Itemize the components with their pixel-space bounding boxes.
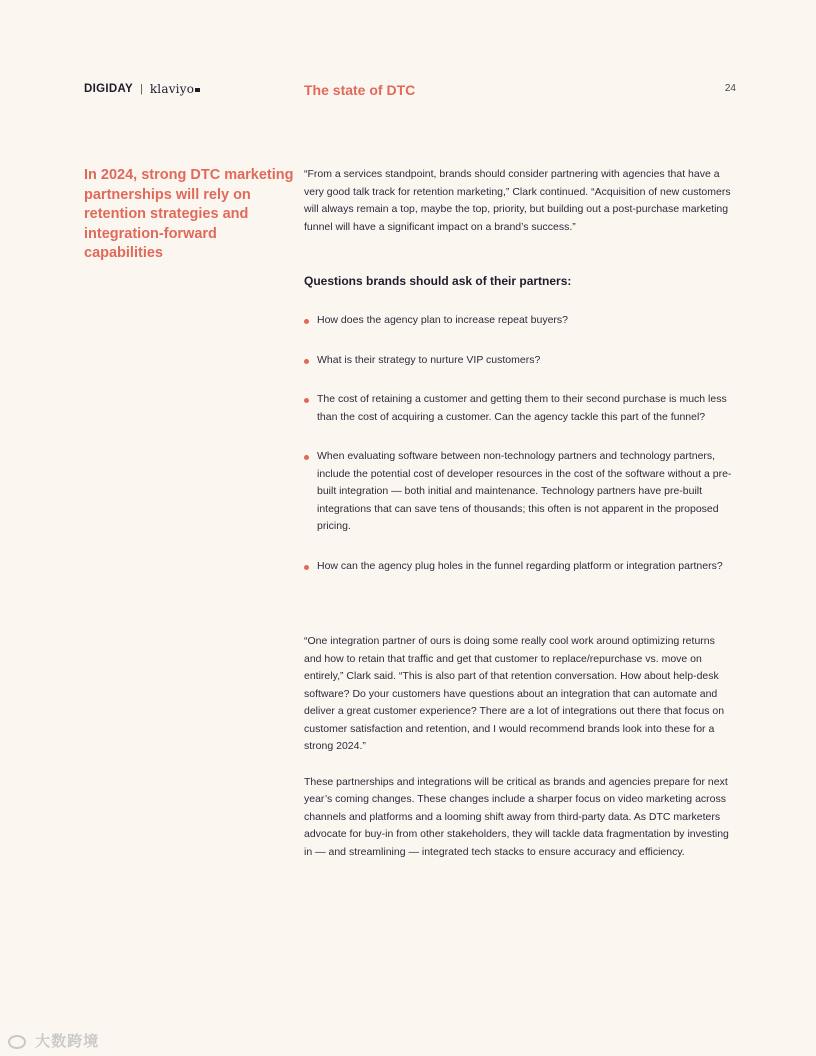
- watermark-text: 大数跨境: [35, 1033, 100, 1050]
- second-quote: “One integration partner of ours is doing some really cool work around optimizing returns and how to retain that traffic and get that customer to replace/repurchase vs. move on entirely,” Clark said. “This is also part of that retention conversation. How about help-desk software? Do your customers have questions about an integration that can automate and deliver a great customer experience? There are a lot of integrations out there that focus on customer satisfaction and retention, and I would recommend brands look into these for a strong 2024.”: [304, 635, 725, 752]
- question-text: How can the agency plug holes in the funnel regarding platform or integration partners?: [317, 559, 723, 572]
- page-header: [84, 80, 736, 102]
- bullet-icon: [304, 398, 309, 403]
- bullet-icon: [304, 565, 309, 570]
- bullet-icon: [304, 455, 309, 460]
- main-content: [304, 166, 734, 861]
- questions-heading: Questions brands should ask of their partners:: [304, 274, 572, 288]
- watermark-logo-icon: [8, 1035, 26, 1049]
- klaviyo-flag-icon: [195, 88, 200, 92]
- bullet-icon: [304, 359, 309, 364]
- sidebar-heading: In 2024, strong DTC marketing partnerships will rely on retention strategies and integration-forward capabilities: [84, 167, 294, 261]
- bullet-icon: [304, 319, 309, 324]
- klaviyo-logo: klaviyo: [149, 82, 195, 96]
- list-item: [304, 558, 734, 576]
- list-item: [304, 391, 734, 426]
- question-text: The cost of retaining a customer and getting them to their second purchase is much less than the cost of acquiring a customer. Can the agency tackle this part of the funnel?: [317, 393, 727, 423]
- closing-paragraph: These partnerships and integrations will be critical as brands and agencies prepare for next year’s coming changes. These changes include a sharper focus on video marketing across channels and platforms and a looming shift away from third-party data. As DTC marketers advocate for buy-in from other stakeholders, they will tackle data fragmentation by investing in — and streamlining — integrated tech stacks to ensure accuracy and efficiency.: [304, 775, 729, 858]
- brand-separator: |: [139, 83, 143, 95]
- question-text: What is their strategy to nurture VIP customers?: [317, 353, 541, 366]
- digiday-logo: DIGIDAY: [84, 83, 133, 95]
- intro-quote: “From a services standpoint, brands should consider partnering with agencies that have a very good talk track for retention marketing,” Clark continued. “Acquisition of new customers will always remain a top, maybe the top, priority, but building out a post-purchase marketing funnel will have a significant impact on a brand’s success.”: [304, 168, 731, 233]
- list-item: [304, 352, 734, 370]
- question-text: How does the agency plan to increase repeat buyers?: [317, 314, 568, 326]
- section-title: The state of DTC: [304, 82, 416, 98]
- list-item: [304, 312, 734, 330]
- list-item: [304, 448, 734, 536]
- question-text: When evaluating software between non-technology partners and technology partners, include the potential cost of developer resources in the cost of the software without a pre-built integration — both initial and maintenance. Technology partners have pre-built integrations that can save tens of thousands; this often is not apparent in the proposed pricing.: [317, 450, 732, 532]
- questions-list: [304, 312, 734, 575]
- watermark: [8, 1030, 99, 1051]
- page-number: 24: [724, 83, 736, 94]
- brand-logos: [84, 82, 200, 96]
